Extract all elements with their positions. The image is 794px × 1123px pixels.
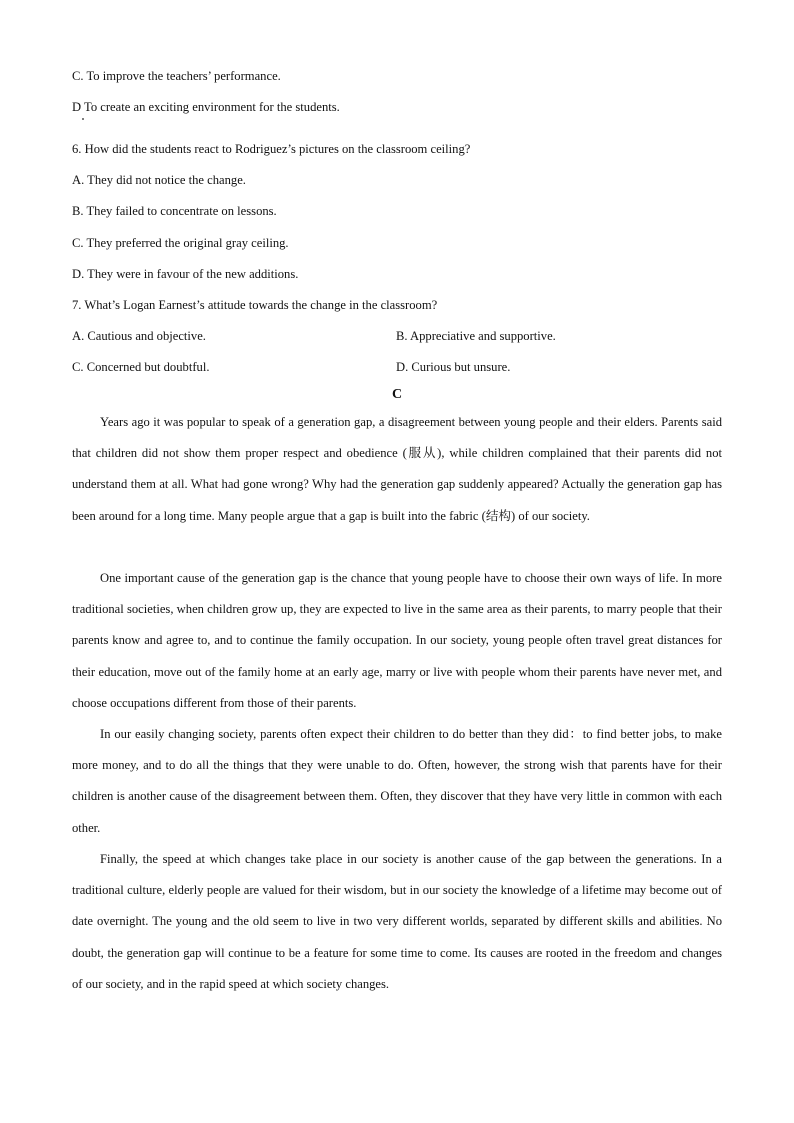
q6-option-a: A. They did not notice the change. xyxy=(72,173,246,187)
q7-option-c: C. Concerned but doubtful. xyxy=(72,360,210,374)
q5-option-d: D To create an exciting environment for the students. xyxy=(72,100,340,114)
passage-section-letter: C xyxy=(391,387,403,402)
passage-paragraph-4: Finally, the speed at which changes take place in our society is another cause of the gap between the generations. In a traditional culture, elderly people are valued for their wisdom, but in our society the knowledge of a lifetime may become out of date overnight. The young and the old seem to live in two very different worlds, separated by different skills and abilities. No doubt, the generation gap will continue to be a feature for some time to come. Its causes are rooted in the freedom and changes of our society, and in the rapid speed at which society changes. xyxy=(72,852,722,991)
q6-question: 6. How did the students react to Rodriguez’s pictures on the classroom ceiling? xyxy=(72,142,471,156)
passage-paragraph-1: Years ago it was popular to speak of a generation gap, a disagreement between young people and their elders. Parents said that children did not show them proper respect and obedience (服从), while children complained that their parents did not understand them at all. What had gone wrong? Why had the generation gap suddenly appeared? Actually the generation gap has been around for a long time. Many people argue that a gap is built into the fabric (结构) of our society. xyxy=(72,415,722,523)
q7-option-b: B. Appreciative and supportive. xyxy=(396,329,556,343)
q6-option-c: C. They preferred the original gray ceiling. xyxy=(72,236,289,250)
q6-option-d: D. They were in favour of the new additions. xyxy=(72,267,299,281)
q7-question: 7. What’s Logan Earnest’s attitude towards the change in the classroom? xyxy=(72,298,438,312)
q5-option-c: C. To improve the teachers’ performance. xyxy=(72,69,281,83)
passage-paragraph-2: One important cause of the generation gap is the chance that young people have to choose their own ways of life. In more traditional societies, when children grow up, they are expected to live in the same area as their parents, to marry people that their parents know and agree to, and to continue the family occupation. In our society, young people often travel great distances for their education, move out of the family home at an early age, marry or live with people whom their parents have never met, and choose occupations different from those of their parents. xyxy=(72,571,722,710)
q7-option-a: A. Cautious and objective. xyxy=(72,329,206,343)
q7-option-d: D. Curious but unsure. xyxy=(396,360,511,374)
q6-option-b: B. They failed to concentrate on lessons. xyxy=(72,204,277,218)
passage-paragraph-3: In our easily changing society, parents often expect their children to do better than they did：to find better jobs, to make more money, and to do all the things that they were unable to do. Often, however, the strong wish that parents have for their children is another cause of the disagreement between them. Often, they discover that they have very little in common with each other. xyxy=(72,727,722,835)
stray-dot-mark xyxy=(82,118,84,120)
